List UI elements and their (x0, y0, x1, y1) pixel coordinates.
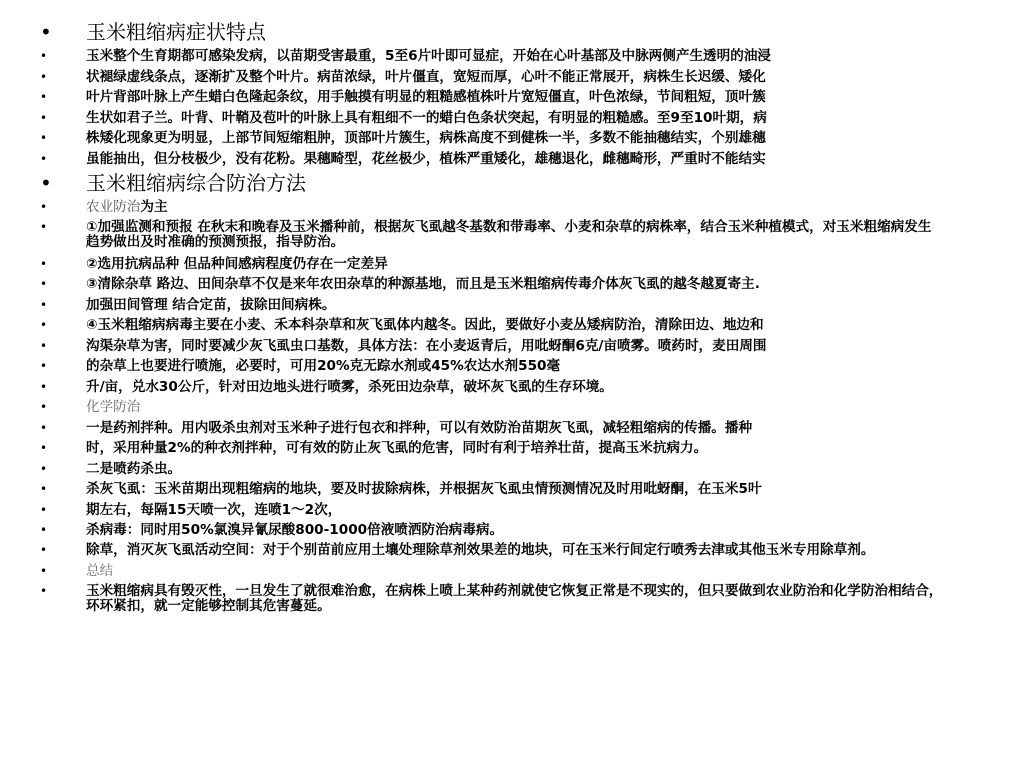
list-item (0, 315, 1024, 336)
item-text: 加强田间管理 结合定苗，拔除田间病株。 (86, 296, 336, 313)
item-text: ③清除杂草 路边、田间杂草不仅是来年农田杂草的种源基地，而且是玉米粗缩病传毒介体灰飞虱的越冬越夏寄主. (86, 276, 760, 292)
subheading-text: 化学防治 (86, 399, 141, 415)
list-item (0, 128, 1024, 149)
item-text: 生状如君子兰。叶背、叶鞘及苞叶的叶脉上具有粗细不一的蜡白色条状突起，有明显的粗糙感。至9至10叶期，病 (86, 109, 767, 126)
item-text: 二是喷药杀虫。 (86, 460, 182, 477)
list-item (0, 479, 1024, 500)
bullet-dot: • (40, 461, 48, 476)
list-item (0, 67, 1024, 88)
bullet-dot: • (40, 564, 48, 578)
list-item (0, 377, 1024, 398)
item-text: ①加强监测和预报 在秋末和晚春及玉米播种前，根据灰飞虱越冬基数和带毒率、小麦和杂草的病株率，结合玉米种植模式，对玉米粗缩病发生趋势做出及时准确的预测预报，指导防治。 (86, 218, 932, 250)
bullet-dot: • (40, 523, 48, 537)
bullet-dot: • (40, 110, 48, 125)
section-heading (0, 169, 1024, 197)
bullet-dot: • (40, 583, 48, 598)
item-text: ②选用抗病品种 但品种间感病程度仍存在一定差异 (86, 255, 388, 272)
bullet-dot: • (40, 542, 48, 557)
item-text: 期左右，每隔15天喷一次，连喷1～2次， (86, 501, 342, 518)
bullet-dot: • (40, 49, 48, 63)
item-text: 除草，消灭灰飞虱活动空间：对于个别苗前应用土壤处理除草剂效果差的地块，可在玉米行间定行喷秀去津或其他玉米专用除草剂。 (86, 541, 875, 558)
bullet-dot: • (40, 359, 48, 373)
list-item (0, 254, 1024, 275)
item-text: ④玉米粗缩病病毒主要在小麦、禾本科杂草和灰飞虱体内越冬。因此，要做好小麦丛矮病防治，清除田边、地边和 (86, 317, 764, 333)
item-text: 沟渠杂草为害，同时要减少灰飞虱虫口基数，具体方法：在小麦返青后，用吡蚜酮6克/亩喷雾。喷药时，麦田周围 (86, 337, 767, 354)
list-item (0, 418, 1024, 439)
subheading-item (0, 561, 1024, 582)
subheading-item (0, 397, 1024, 418)
bullet-dot: • (40, 171, 52, 195)
list-item (0, 500, 1024, 521)
list-item (0, 356, 1024, 377)
item-text: 杀灰飞虱：玉米苗期出现粗缩病的地块，要及时拔除病株，并根据灰飞虱虫情预测情况及时用吡蚜酮，在玉米5叶 (86, 481, 762, 497)
item-text: 一是药剂拌种。用内吸杀虫剂对玉米种子进行包衣和拌种，可以有效防治苗期灰飞虱，减轻粗缩病的传播。播种 (86, 419, 753, 436)
bullet-dot: • (40, 20, 52, 44)
item-text: 为主 (140, 199, 168, 215)
bullet-dot: • (40, 502, 48, 517)
list-item (0, 46, 1024, 67)
bullet-dot: • (40, 338, 48, 353)
bullet-dot: • (40, 277, 48, 291)
list-item (0, 149, 1024, 170)
bullet-dot: • (40, 482, 48, 496)
bullet-list (0, 18, 1024, 618)
list-item (0, 541, 1024, 562)
bullet-dot: • (40, 441, 48, 455)
item-text: 玉米整个生育期都可感染发病，以苗期受害最重，5至6片叶即可显症，开始在心叶基部及中脉两侧产生透明的油浸 (86, 48, 772, 64)
list-item (0, 87, 1024, 108)
bullet-dot: • (40, 219, 48, 234)
item-text: 株矮化现象更为明显，上部节间短缩粗肿，顶部叶片簇生，病株高度不到健株一半，多数不能抽穗结实，个别雄穗 (86, 130, 766, 146)
bullet-dot: • (40, 420, 48, 435)
bullet-dot: • (40, 297, 48, 312)
bullet-dot: • (40, 200, 48, 214)
item-text: 叶片背部叶脉上产生蜡白色隆起条纹，用手触摸有明显的粗糙感植株叶片宽短僵直，叶色浓绿，节间粗短，顶叶簇 (86, 89, 766, 105)
bullet-dot: • (40, 151, 48, 166)
bullet-dot: • (40, 131, 48, 145)
list-item (0, 108, 1024, 129)
list-item (0, 295, 1024, 316)
item-text: 杀病毒：同时用50%氯溴异氰尿酸800-1000倍液喷洒防治病毒病。 (86, 522, 504, 538)
list-item (0, 438, 1024, 459)
item-text: 升/亩，兑水30公斤，针对田边地头进行喷雾，杀死田边杂草，破坏灰飞虱的生存环境。 (86, 378, 613, 395)
list-item (0, 274, 1024, 295)
item-text: 虽能抽出，但分枝极少，没有花粉。果穗畸型，花丝极少，植株严重矮化，雄穗退化，雌穗畸形，严重时不能结实 (86, 150, 766, 167)
list-item (0, 336, 1024, 357)
bullet-dot: • (40, 256, 48, 271)
bullet-dot: • (40, 379, 48, 394)
heading-text: 玉米粗缩病症状特点 (86, 20, 266, 44)
bullet-dot: • (40, 400, 48, 414)
list-item (0, 218, 1024, 254)
item-text: 玉米粗缩病具有毁灭性，一旦发生了就很难治愈，在病株上喷上某种药剂就使它恢复正常是不现实的，但只要做到农业防治和化学防治相结合，环环紧扣，就一定能够控制其危害蔓延。 (86, 582, 943, 614)
item-text: 的杂草上也要进行喷施，必要时，可用20%克无踪水剂或45%农达水剂550毫 (86, 358, 561, 374)
bullet-dot: • (40, 318, 48, 332)
item-text: 状褪绿虚线条点，逐渐扩及整个叶片。病苗浓绿，叶片僵直，宽短而厚，心叶不能正常展开，病株生长迟缓、矮化 (86, 68, 766, 85)
subheading-text: 总结 (86, 563, 114, 579)
list-item (0, 520, 1024, 541)
list-item (0, 582, 1024, 618)
bullet-dot: • (40, 69, 48, 84)
item-text: 时，采用种量2%的种衣剂拌种，可有效的防止灰飞虱的危害，同时有利于培养壮苗，提高玉米抗病力。 (86, 440, 708, 456)
section-heading (0, 18, 1024, 46)
subheading-light-text: 农业防治 (86, 199, 141, 215)
list-item (0, 197, 1024, 218)
list-item (0, 459, 1024, 480)
bullet-dot: • (40, 90, 48, 104)
heading-text: 玉米粗缩病综合防治方法 (86, 171, 306, 195)
